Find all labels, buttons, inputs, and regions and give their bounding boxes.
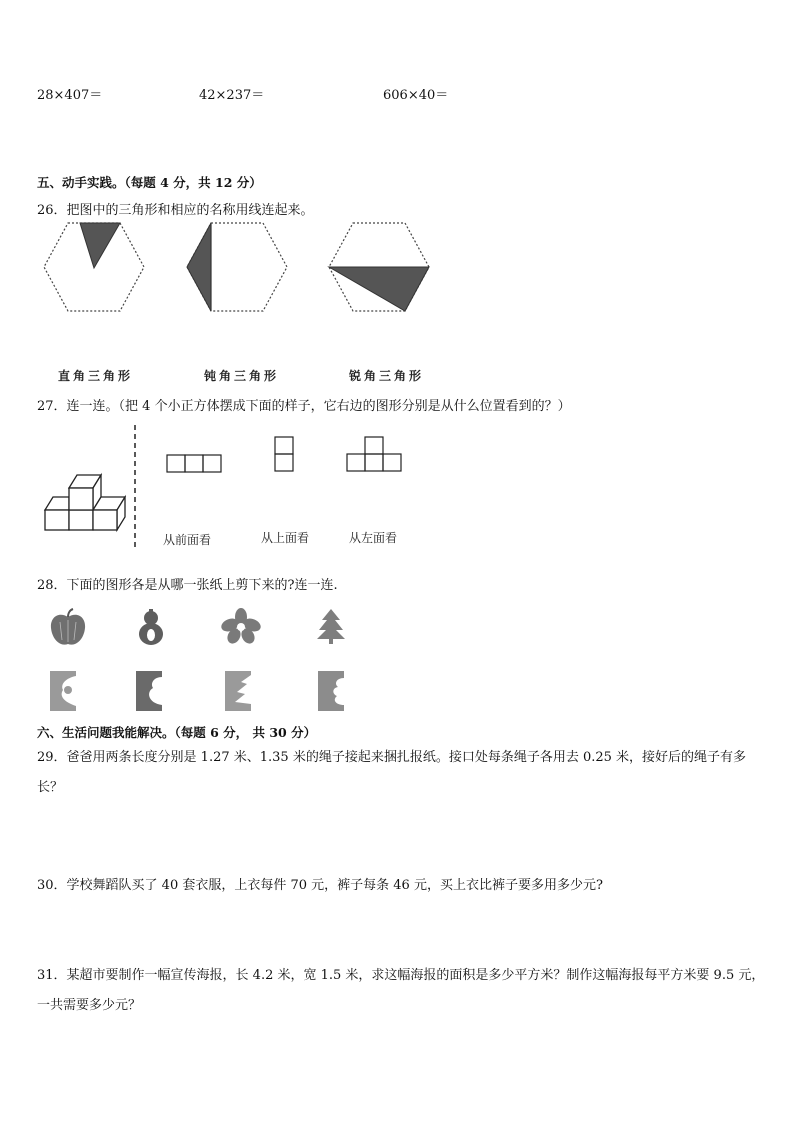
apple-icon [48, 608, 88, 648]
flower-icon [220, 608, 262, 644]
divider-dashed-line [133, 425, 137, 547]
q30-text: 30．学校舞蹈队买了 40 套衣服，上衣每件 70 元，裤子每条 46 元，买上衣比裤子要多用多少元? [37, 878, 603, 893]
paper-cutout-1 [48, 670, 80, 712]
q26-label-acute-triangle: 锐角三角形 [349, 369, 425, 383]
q29-text: 29．爸爸用两条长度分别是 1.27 米、1.35 米的绳子接起来捆扎报纸。接口处每条绳子各用去 0.25 米，接好后的绳子有多长？ [37, 750, 747, 795]
calc-item-2: 42×237＝ [199, 88, 265, 103]
cube-stack-figure [44, 464, 124, 532]
q27-label-front: 从前面看 [163, 533, 212, 547]
section-5-heading: 五、动手实践。（每题 4 分，共 12 分） [37, 175, 262, 190]
q28-text: 28．下面的图形各是从哪一张纸上剪下来的?连一连. [37, 578, 338, 593]
q26-label-obtuse-triangle: 钝角三角形 [204, 369, 280, 383]
paper-cutout-4 [316, 670, 348, 712]
view-figure-two-stacked [274, 436, 294, 473]
view-figure-three-in-row [166, 454, 222, 473]
calc-item-3: 606×40＝ [383, 88, 449, 103]
hexagon-figure-3 [325, 220, 435, 315]
hexagon-figure-1 [40, 220, 150, 315]
q26-text: 26．把图中的三角形和相应的名称用线连起来。 [37, 203, 314, 218]
q27-label-top: 从上面看 [261, 531, 310, 545]
calc-item-1: 28×407＝ [37, 88, 103, 103]
paper-cutout-2 [134, 670, 166, 712]
q31-text: 31．某超市要制作一幅宣传海报，长 4.2 米，宽 1.5 米，求这幅海报的面积是多少平方米？制作这幅海报每平方米要 9.5 元，一共需要多少元？ [37, 968, 765, 1013]
view-figure-t-shape [346, 436, 402, 473]
q26-label-right-triangle: 直角三角形 [58, 369, 134, 383]
paper-cutout-3 [223, 670, 255, 712]
section-6-heading: 六、生活问题我能解决。（每题 6 分， 共 30 分） [37, 725, 317, 740]
q27-label-left: 从左面看 [349, 531, 398, 545]
hexagon-figure-2 [183, 220, 293, 315]
gourd-icon [135, 608, 167, 646]
q27-text: 27．连一连。（把 4 个小正方体摆成下面的样子，它右边的图形分别是从什么位置看到的？） [37, 399, 571, 414]
pine-tree-icon [316, 608, 346, 644]
